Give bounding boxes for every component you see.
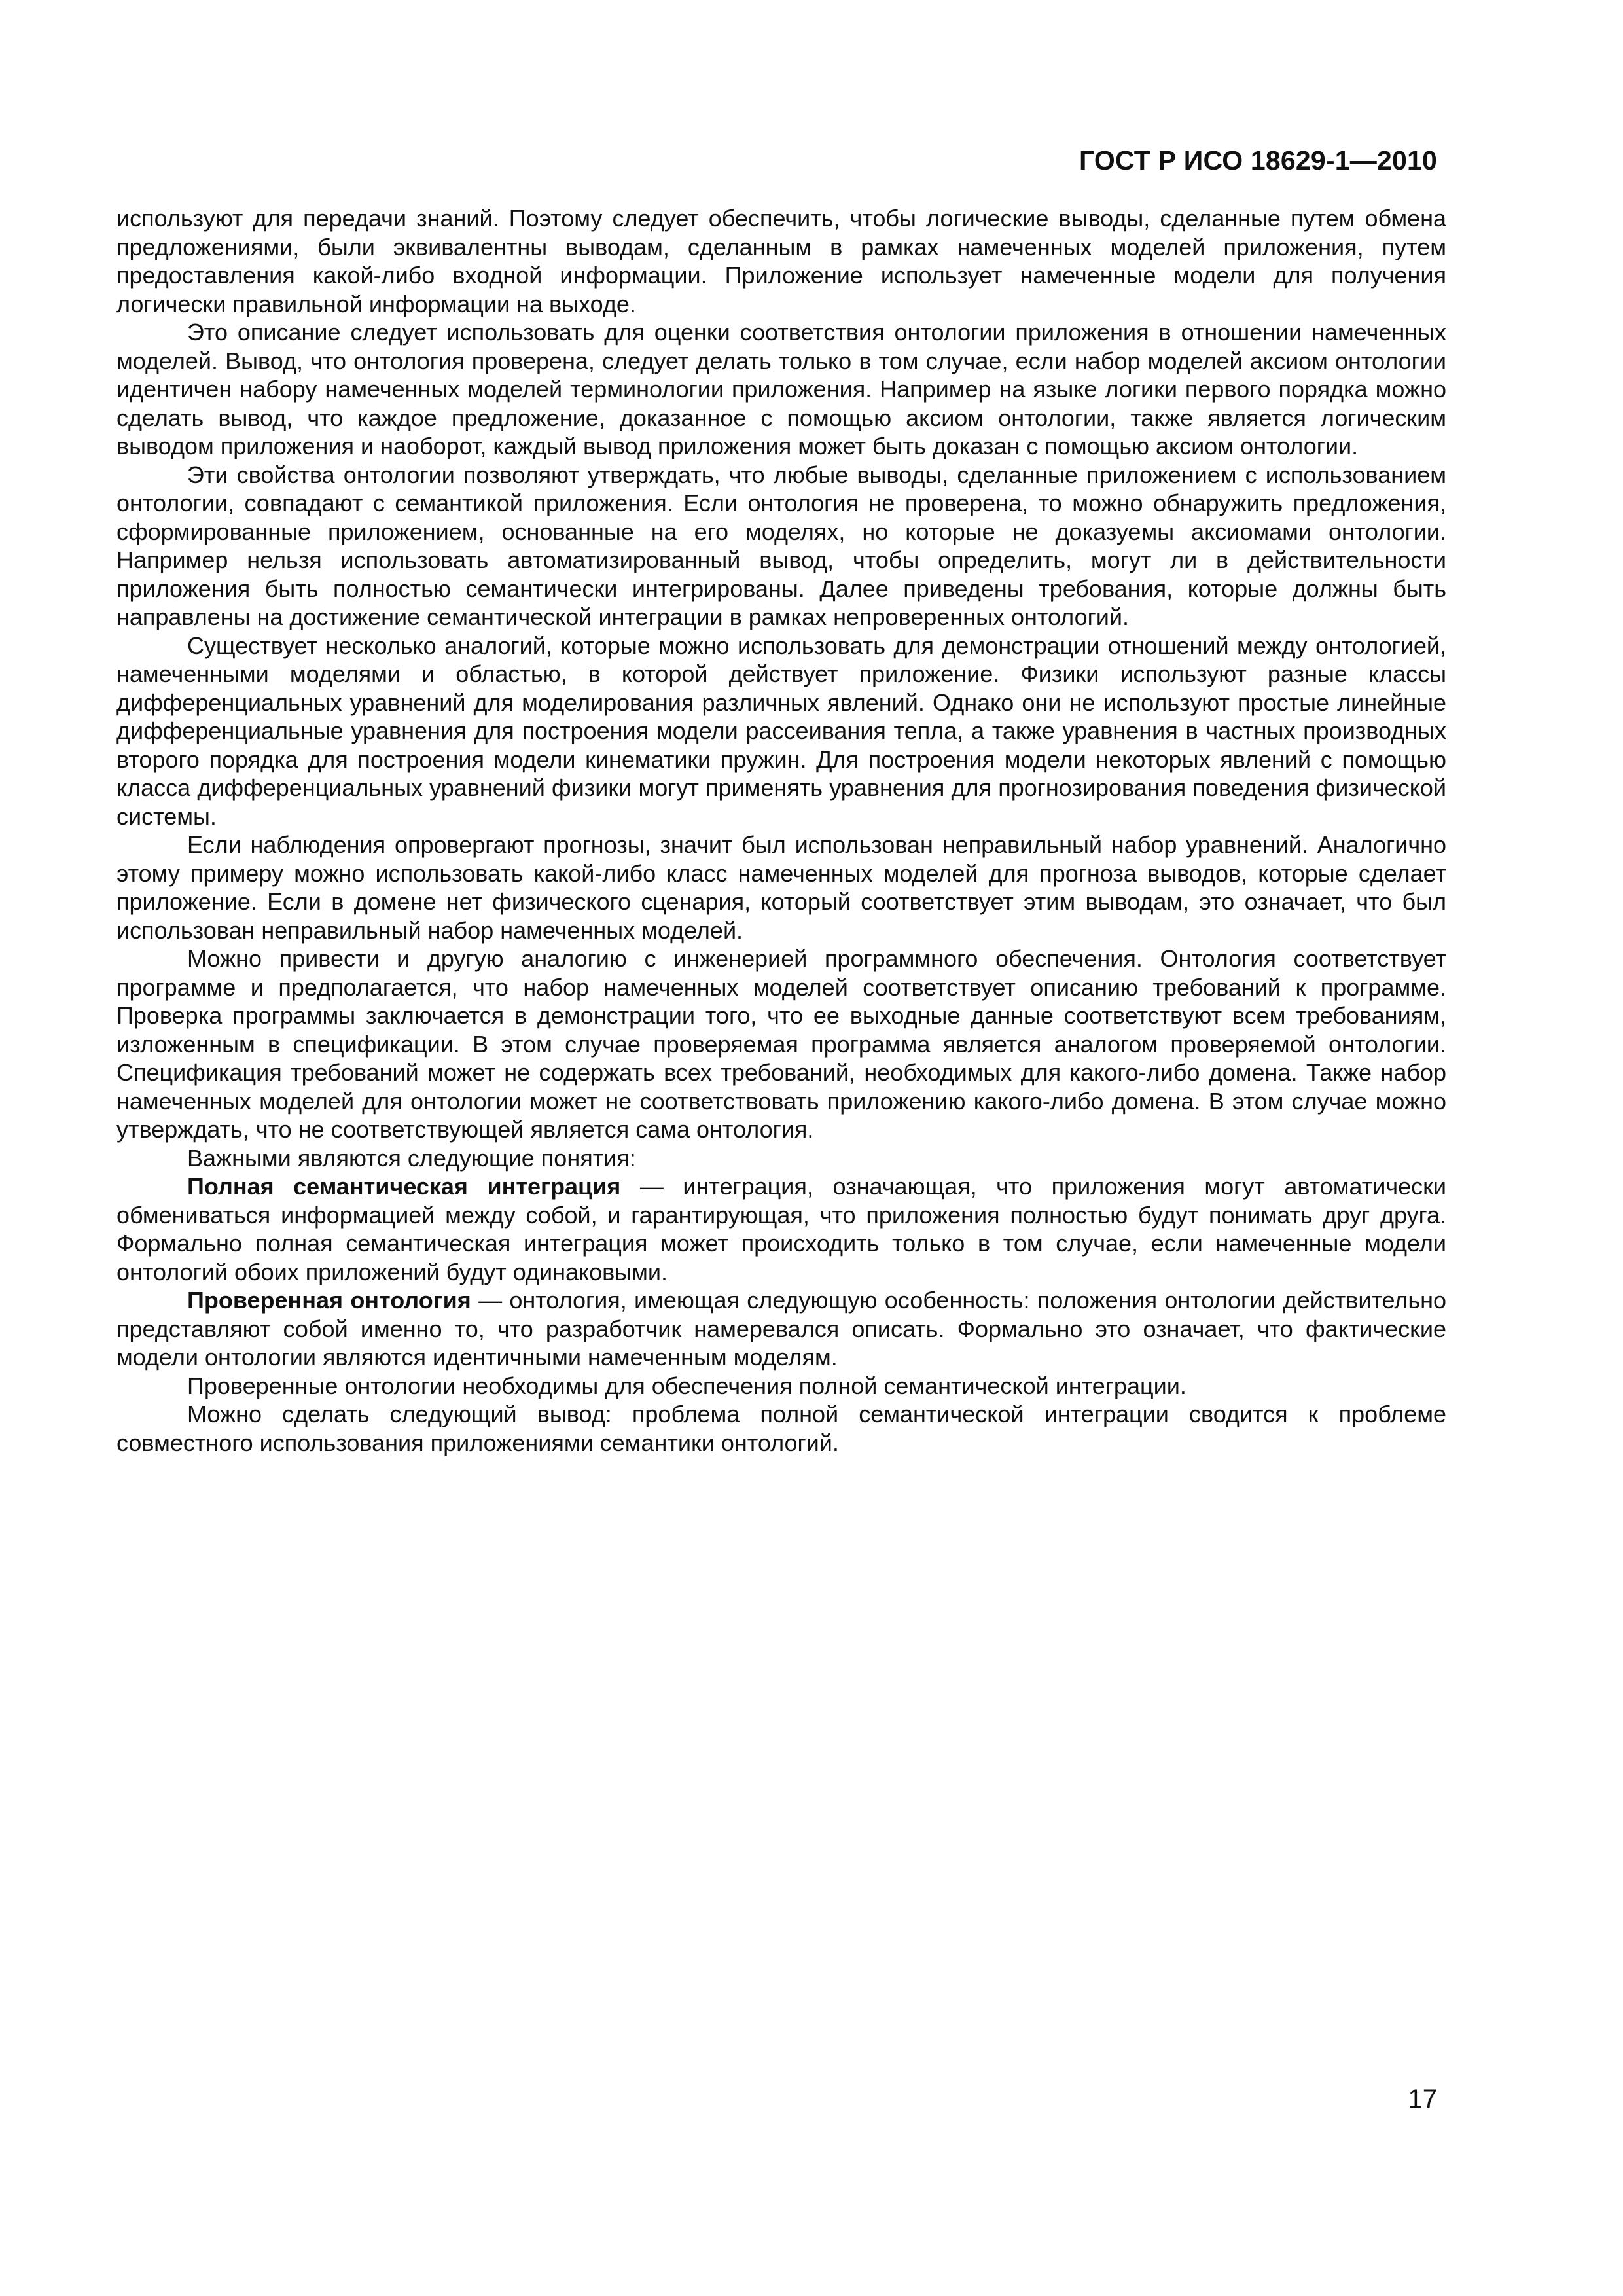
- definition-text: — интеграция, означающая, что приложения могут автоматически обмениваться информацией между собой, и гарантирующая, что приложения полностью будут понимать друг друга. Формально полная семантическая интеграция может происходить только в том случае, если намеченные модели онтологий обоих приложений будут одинаковыми.: [116, 1173, 1446, 1285]
- paragraph-software-analogy: Можно привести и другую аналогию с инженерией программного обеспечения. Онтология соответствует программе и предполагается, что набор намеченных моделей соответствует описанию требований к программе. Проверка программы заключается в демонстрации того, что ее выходные данные соответствуют всем требованиям, изложенным в спецификации. В этом случае проверяемая программа является аналогом проверяемой онтологии. Спецификация требований может не содержать всех требований, необходимых для какого-либо домена. Также набор намеченных моделей для онтологии может не соответствовать приложению какого-либо домена. В этом случае можно утверждать, что не соответствующей является сама онтология.: [116, 945, 1446, 1143]
- paragraph-conclusion: Можно сделать следующий вывод: проблема полной семантической интеграции сводится к проблеме совместного использования приложениями семантики онтологий.: [116, 1401, 1446, 1456]
- paragraph-ontology-properties: Эти свойства онтологии позволяют утверждать, что любые выводы, сделанные приложением с использованием онтологии, совпадают с семантикой приложения. Если онтология не проверена, то можно обнаружить предложения, сформированные приложением, основанные на его моделях, но которые не доказуемы аксиомами онтологии. Например нельзя использовать автоматизированный вывод, чтобы определить, могут ли в действительности приложения быть полностью семантически интегрированы. Далее приведены требования, которые должны быть направлены на достижение семантической интеграции в рамках непроверенных онтологий.: [116, 461, 1446, 630]
- definition-full-semantic-integration: [116, 1172, 1446, 1286]
- paragraph-physics-analogy: Существует несколько аналогий, которые можно использовать для демонстрации отношений между онтологией, намеченными моделями и областью, в которой действует приложение. Физики используют разные классы дифференциальных уравнений для моделирования различных явлений. Однако они не используют простые линейные дифференциальные уравнения для построения модели рассеивания тепла, а также уравнения в частных производных второго порядка для построения модели кинематики пружин. Для построения модели некоторых явлений с помощью класса дифференциальных уравнений физики могут применять уравнения для прогнозирования поведения физической системы.: [116, 632, 1446, 830]
- paragraph-observations: Если наблюдения опровергают прогнозы, значит был использован неправильный набор уравнений. Аналогично этому примеру можно использовать какой-либо класс намеченных моделей для прогноза выводов, которые сделает приложение. Если в домене нет физического сценария, который соответствует этим выводам, это означает, что был использован неправильный набор намеченных моделей.: [116, 831, 1446, 944]
- document-body: [116, 204, 1446, 1457]
- definition-text: — онтология, имеющая следующую особенность: положения онтологии действительно представляют собой именно то, что разработчик намеревался описать. Формально это означает, что фактические модели онтологии являются идентичными намеченным моделям.: [116, 1287, 1447, 1371]
- definition-term: Проверенная онтология: [187, 1287, 471, 1314]
- page-number: 17: [1408, 2085, 1437, 2113]
- paragraph-verified-ontologies: Проверенные онтологии необходимы для обеспечения полной семантической интеграции.: [187, 1372, 1186, 1399]
- document-code-header: ГОСТ Р ИСО 18629-1—2010: [1079, 145, 1437, 175]
- paragraph-concepts-intro: Важными являются следующие понятия:: [187, 1144, 636, 1172]
- paragraph-continuation: используют для передачи знаний. Поэтому следует обеспечить, чтобы логические выводы, сделанные путем обмена предложениями, были эквивалентны выводам, сделанным в рамках намеченных моделей приложения, путем предоставления какой-либо входной информации. Приложение использует намеченные модели для получения логически правильной информации на выходе.: [116, 205, 1446, 317]
- paragraph-description-assessment: Это описание следует использовать для оценки соответствия онтологии приложения в отношении намеченных моделей. Вывод, что онтология проверена, следует делать только в том случае, если набор моделей аксиом онтологии идентичен набору намеченных моделей терминологии приложения. Например на языке логики первого порядка можно сделать вывод, что каждое предложение, доказанное с помощью аксиом онтологии, также является логическим выводом приложения и наоборот, каждый вывод приложения может быть доказан с помощью аксиом онтологии.: [116, 319, 1446, 459]
- definition-verified-ontology: [116, 1286, 1446, 1372]
- definition-term: Полная семантическая интеграция: [187, 1173, 621, 1200]
